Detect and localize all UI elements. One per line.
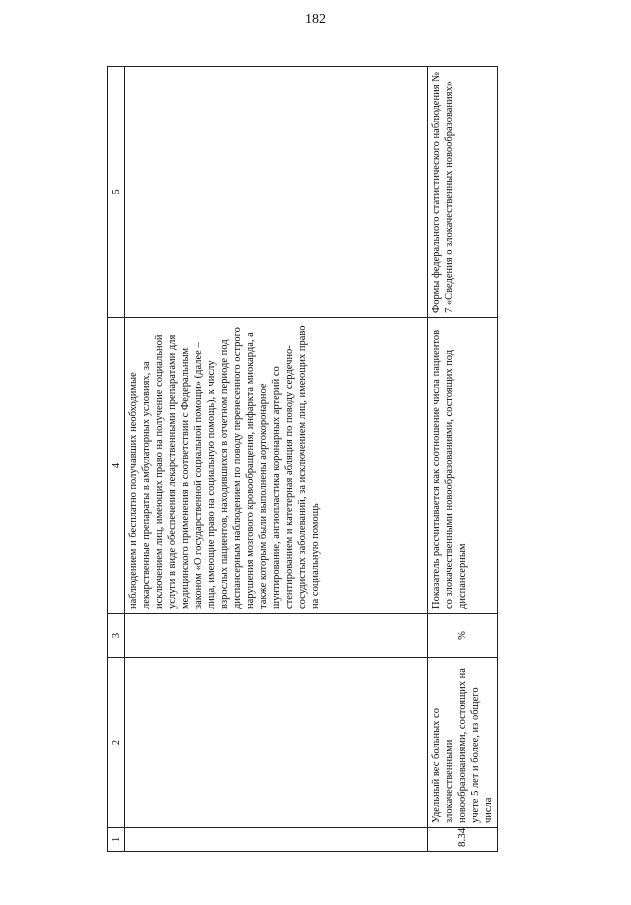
cell-unit xyxy=(125,614,428,658)
cell-name: Удельный вес больных со злокачественными новообразованиями, состоящих на учете 5 лет и более, из общего числа xyxy=(428,658,498,828)
header-col-2: 2 xyxy=(108,658,125,828)
cell-number xyxy=(125,828,428,852)
header-col-4: 4 xyxy=(108,318,125,614)
cell-method: наблюдением и бесплатно получавших необходимые лекарственные препараты в амбулаторных условиях, за исключением лиц, имеющих право на получение социальной услуги в виде обеспечения лекарственными препаратами для медицинского применения в соответствии с Федеральным законом «О государственной социальной помощи» (далее – лица, имеющие право на социальную помощь), к числу взрослых пациентов, находившихся в отчетном периоде под диспансерным наблюдением по поводу перенесенного острого нарушения мозгового кровообращения, инфаркта миокарда, а также которым были выполнены аортокоронарное шунтирование, ангиопластика коронарных артерий со стентированием и катетерная абляция по поводу сердечно-сосудистых заболеваний, за исключением лиц, имеющих право на социальную помощь xyxy=(125,318,428,614)
cell-name xyxy=(125,658,428,828)
page-number: 182 xyxy=(305,12,326,27)
rotated-table-wrapper xyxy=(107,67,494,852)
header-col-5: 5 xyxy=(108,67,125,318)
table-row-8-34 xyxy=(428,67,498,852)
header-col-3: 3 xyxy=(108,614,125,658)
header-col-1: 1 xyxy=(108,828,125,852)
cell-method: Показатель рассчитывается как соотношение числа пациентов со злокачественными новообразованиями, состоящих под диспансерным xyxy=(428,318,498,614)
table-row-continued xyxy=(125,67,428,852)
cell-number: 8.34 xyxy=(428,828,498,852)
cell-source: Формы федерального статистического наблюдения № 7 «Сведения о злокачественных новообразованиях» xyxy=(428,67,498,318)
cell-source xyxy=(125,67,428,318)
header-row xyxy=(108,67,125,852)
cell-unit: % xyxy=(428,614,498,658)
indicator-table xyxy=(107,66,498,852)
